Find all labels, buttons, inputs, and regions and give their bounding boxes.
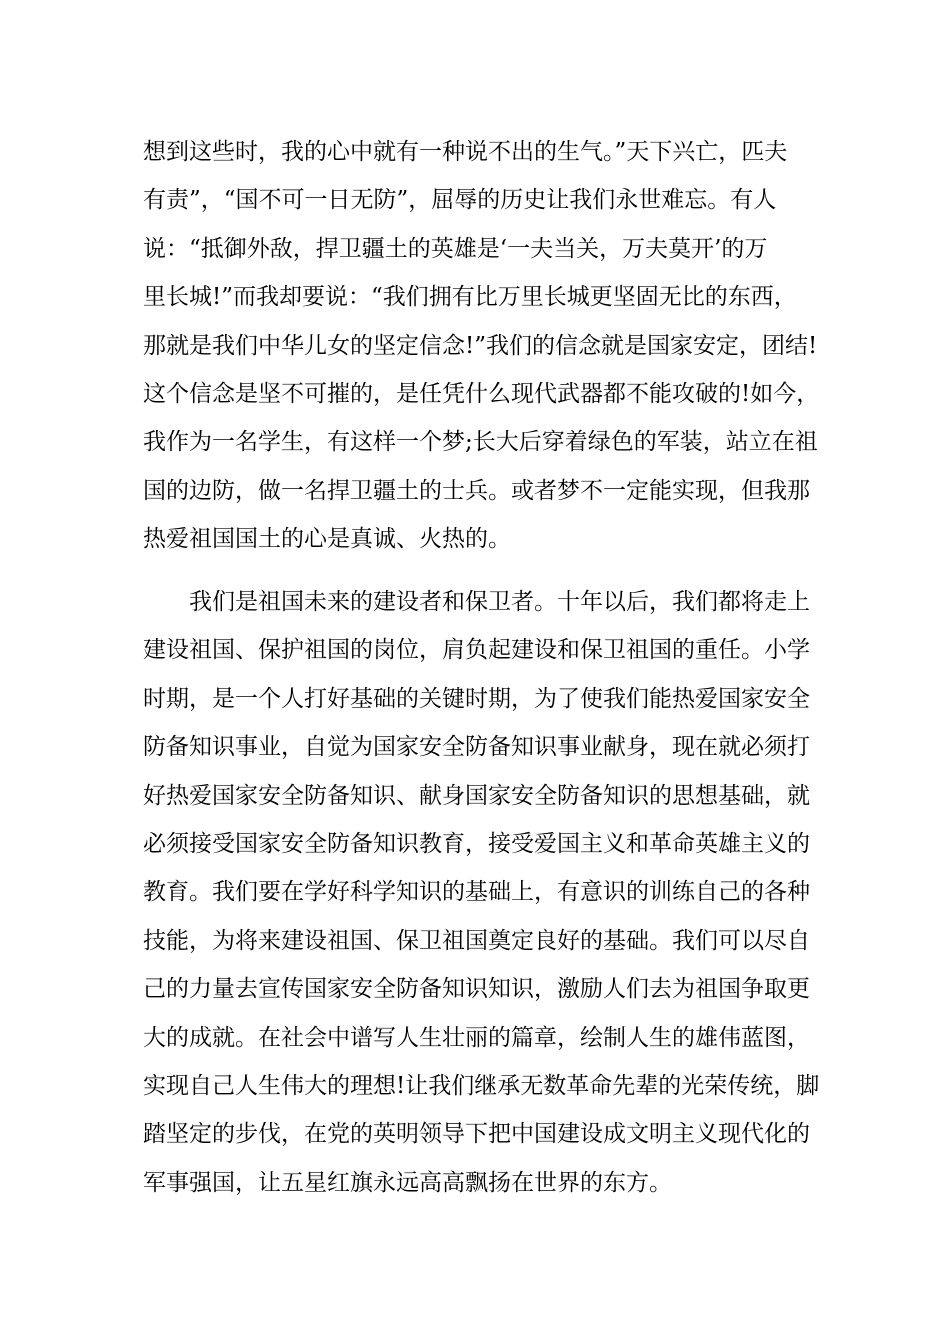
text-line: 那就是我们中华儿女的坚定信念!”我们的信念就是国家安定，团结!: [143, 332, 818, 359]
text-line: 我作为一名学生，有这样一个梦;长大后穿着绿色的军装，站立在祖: [143, 429, 818, 456]
text-line: 这个信念是坚不可摧的，是任凭什么现代武器都不能攻破的!如今，: [143, 380, 820, 407]
text-line: 教育。我们要在学好科学知识的基础上，有意识的训练自己的各种: [143, 879, 810, 906]
text-line: 军事强国，让五星红旗永远高高飘扬在世界的东方。: [143, 1169, 672, 1196]
text-line: 有责”，“国不可一日无防”，屈辱的历史让我们永世难忘。有人: [143, 187, 777, 214]
text-line: 好热爱国家安全防备知识、献身国家安全防备知识的思想基础，就: [143, 782, 810, 809]
text-line: 建设祖国、保护祖国的岗位，肩负起建设和保卫祖国的重任。小学: [143, 637, 810, 664]
text-line: 己的力量去宣传国家安全防备知识知识，激励人们去为祖国争取更: [143, 976, 810, 1003]
text-line: 我们是祖国未来的建设者和保卫者。十年以后，我们都将走上: [189, 589, 810, 615]
text-line: 必须接受国家安全防备知识教育，接受爱国主义和革命英雄主义的: [143, 830, 810, 857]
paragraph-2: [143, 578, 820, 1207]
text-line: 大的成就。在社会中谱写人生壮丽的篇章，绘制人生的雄伟蓝图，: [143, 1024, 810, 1051]
text-line: 时期，是一个人打好基础的关键时期，为了使我们能热爱国家安全: [143, 685, 810, 712]
paragraph-1: [143, 128, 820, 564]
text-line: 国的边防，做一名捍卫疆土的士兵。或者梦不一定能实现，但我那: [143, 477, 810, 504]
text-line: 防备知识事业，自觉为国家安全防备知识事业献身，现在就必须打: [143, 734, 810, 761]
text-line: 里长城!”而我却要说：“我们拥有比万里长城更坚固无比的东西，: [143, 284, 797, 311]
text-line: 热爱祖国国土的心是真诚、火热的。: [143, 526, 511, 553]
text-line: 技能，为将来建设祖国、保卫祖国奠定良好的基础。我们可以尽自: [143, 927, 810, 954]
text-line: 实现自己人生伟大的理想!让我们继承无数革命先辈的光荣传统，脚: [143, 1072, 820, 1099]
text-line: 踏坚定的步伐，在党的英明领导下把中国建设成文明主义现代化的: [143, 1121, 810, 1148]
text-line: 想到这些时，我的心中就有一种说不出的生气。”天下兴亡，匹夫: [143, 139, 788, 165]
text-line: 说：“抵御外敌，捍卫疆土的英雄是‘一夫当关，万夫莫开’的万: [143, 235, 768, 262]
